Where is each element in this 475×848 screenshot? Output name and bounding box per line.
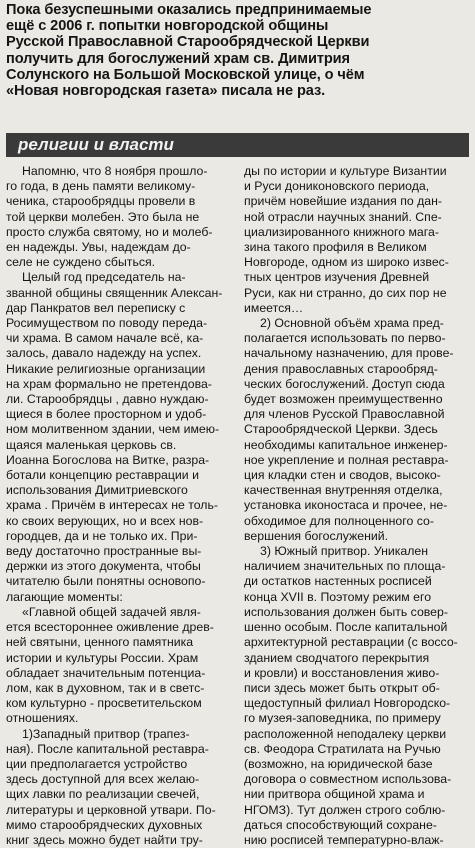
article-line: здесь доступной для всех желаю- [6, 772, 200, 787]
article-line: книг здесь можно будет найти тру- [6, 832, 203, 847]
article-line: «Главной общей задачей явля- [22, 604, 201, 619]
lead-line: Русской Православной Старообрядческой Церкви [6, 34, 370, 51]
article-line: расположенной неподалеку церкви [244, 726, 447, 741]
article-line: НГОМЗ). Тут должен строго соблю- [244, 802, 446, 817]
lead-line: получить для богослужений храм св. Димитрия [6, 50, 350, 67]
article-line: Напомню, что 8 ноября прошло- [22, 164, 208, 178]
article-line: качественная внутренняя отделка, [244, 483, 443, 498]
article-line: отношениях. [6, 711, 79, 726]
article-line: архитектурной реставрации (с воссо- [244, 635, 458, 650]
article-line: нии притвора общиной храма и [244, 787, 425, 802]
article-line: писи здесь может быть открыт об- [244, 680, 440, 695]
article-line: ции предполагается устройство [6, 756, 188, 771]
article-line: необходимы капитальное инженер- [244, 437, 448, 452]
article-line: причём новейшие издания по дан- [244, 194, 443, 209]
article-line: для членов Русской Православной [244, 407, 445, 422]
article-line: щиеся в более просторном и удоб- [6, 407, 207, 422]
article-line: ная). После капитальной реставра- [6, 741, 209, 756]
article-line: полагается использовать по перво- [244, 331, 446, 346]
article-line: нию росписей температурно-влаж- [244, 832, 444, 847]
article-line: дения православных старообряд- [244, 361, 438, 376]
article-line: даться способствующий сохране- [244, 817, 437, 832]
lead-paragraph [6, 2, 469, 99]
article-line: веду достаточно пространные вы- [6, 544, 202, 559]
article-line: зина такого профиля в Великом [244, 240, 427, 255]
article-line: конца XVII в. Поэтому режим его [244, 589, 432, 604]
article-line: имеется… [244, 300, 304, 315]
article-line: той церкви молебен. Это была не [6, 209, 200, 224]
article-line: чи храма. В самом начале всё, ка- [6, 331, 204, 346]
article-line: обладает значительным потенциа- [6, 665, 206, 680]
article-line: держки из этого документа, чтобы [6, 559, 201, 574]
article-line: Старообрядческой Церкви. Здесь [244, 422, 438, 437]
article-line: ди остатков настенных росписей [244, 574, 432, 589]
article-line: договора о совместном использова- [244, 772, 452, 787]
article-line: щаяся маленькая церковь св. [6, 437, 177, 452]
article-line: селе не суждено сбыться. [6, 255, 156, 270]
lead-line: ещё с 2006 г. попытки новгородской общины [6, 18, 329, 35]
article-line: начальному назначению, для прове- [244, 346, 454, 361]
article-line: лом, как в духовном, так и в светс- [6, 680, 205, 695]
article-line: Росимуществом по поводу переда- [6, 316, 208, 331]
article-line: и Руси дониконовского периода, [244, 179, 430, 194]
article-line: использования Димитриевского [6, 483, 188, 498]
article-line: Руси, как ни странно, до сих пор не [244, 285, 447, 300]
article-line: истории и культуры России. Храм [6, 650, 199, 665]
article-line: го музея-заповедника, по примеру [244, 711, 441, 726]
article-line: использования должен быть совер- [244, 604, 448, 619]
article-line: городцев, да и не только их. При- [6, 528, 198, 543]
article-line: циализированного книжного мага- [244, 224, 439, 239]
article-line: ческих богослужений. Доступ сюда [244, 376, 445, 391]
article-line: просто служба святому, но и молеб- [6, 224, 213, 239]
article-line: званной общины священник Алексан- [6, 285, 223, 300]
article-line: ция кладки стен и сводов, высоко- [244, 468, 441, 483]
article-line: ной отрасли научных знаний. Спе- [244, 209, 442, 224]
article-line: установка иконостаса и прочее, не- [244, 498, 448, 513]
article-line: читателю были понятны основопо- [6, 574, 206, 589]
article-line: св. Феодора Стратилата на Ручью [244, 741, 441, 756]
article-column-left [6, 164, 231, 848]
article-line: дар Панкратов вел переписку с [6, 300, 186, 315]
lead-line: Пока безуспешными оказались предпринимаемые [6, 2, 372, 18]
article-line: 3) Южный притвор. Уникален [260, 544, 429, 559]
article-line: ченика, старообрядцы провели в [6, 194, 196, 209]
rubric-bar [6, 133, 469, 157]
article-line: залось, давало надежду на успех. [6, 346, 202, 361]
article-line: шенно особым. После капитальной [244, 620, 448, 635]
article-line: ли. Старообрядцы , давно нуждаю- [6, 392, 209, 407]
article-line: (возможно, на юридической базе [244, 756, 433, 771]
article-line: литературы и церковной утвари. По- [6, 802, 216, 817]
article-line: обходимое для полноценного со- [244, 513, 434, 528]
article-line: ком культурно - просветительском [6, 696, 202, 711]
article-line: 1)Западный притвор (трапез- [22, 726, 190, 741]
article-line: щедоступный филиал Новгородско- [244, 696, 451, 711]
article-line: Никакие религиозные организации [6, 361, 206, 376]
article-column-right [244, 164, 469, 848]
article-line: зданием сводчатого перекрытия [244, 650, 430, 665]
article-line: Иоанна Богослова на Витке, разра- [6, 452, 210, 467]
article-line: ней святыни, ценного памятника [6, 635, 194, 650]
article-line: ды по истории и культуре Византии [244, 164, 447, 178]
article-line: щих лавки по реализации свечей, [6, 787, 200, 802]
article-line: Целый год председатель на- [22, 270, 186, 285]
article-line: и кровли) и восстановления живо- [244, 665, 440, 680]
article-line: будет возможен преимущественно [244, 392, 443, 407]
article-line: Новгороде, одном из широко извес- [244, 255, 449, 270]
article-line: тных центров изучения Древней [244, 270, 430, 285]
rubric-title: религии и власти [18, 135, 174, 154]
article-line: го года, в день памяти великому- [6, 179, 196, 194]
article-line: ко своих верующих, но и всех нов- [6, 513, 204, 528]
article-line: храма . Причём в интересах не толь- [6, 498, 218, 513]
article-line: ется всестороннее оживление древ- [6, 620, 214, 635]
lead-line: «Новая новгородская газета» писала не раз. [6, 83, 326, 100]
article-line: наличием значительных по площа- [244, 559, 446, 574]
article-line: ен надежды. Увы, надеждам до- [6, 240, 191, 255]
article-line: мимо старообрядческих духовных [6, 817, 203, 832]
article-line: ботали концепцию реставрации и [6, 468, 199, 483]
article-line: ное укрепление и полная реставра- [244, 452, 449, 467]
article-line: вершения богослужений. [244, 528, 389, 543]
article-line: 2) Основной объём храма пред- [260, 316, 444, 331]
lead-line: Солунского на Большой Московской улице, о чём [6, 66, 365, 83]
article-line: ном молитвенном здании, чем имею- [6, 422, 220, 437]
article-line: лагающие моменты: [6, 589, 123, 604]
article-line: на храм формально не претендова- [6, 376, 212, 391]
